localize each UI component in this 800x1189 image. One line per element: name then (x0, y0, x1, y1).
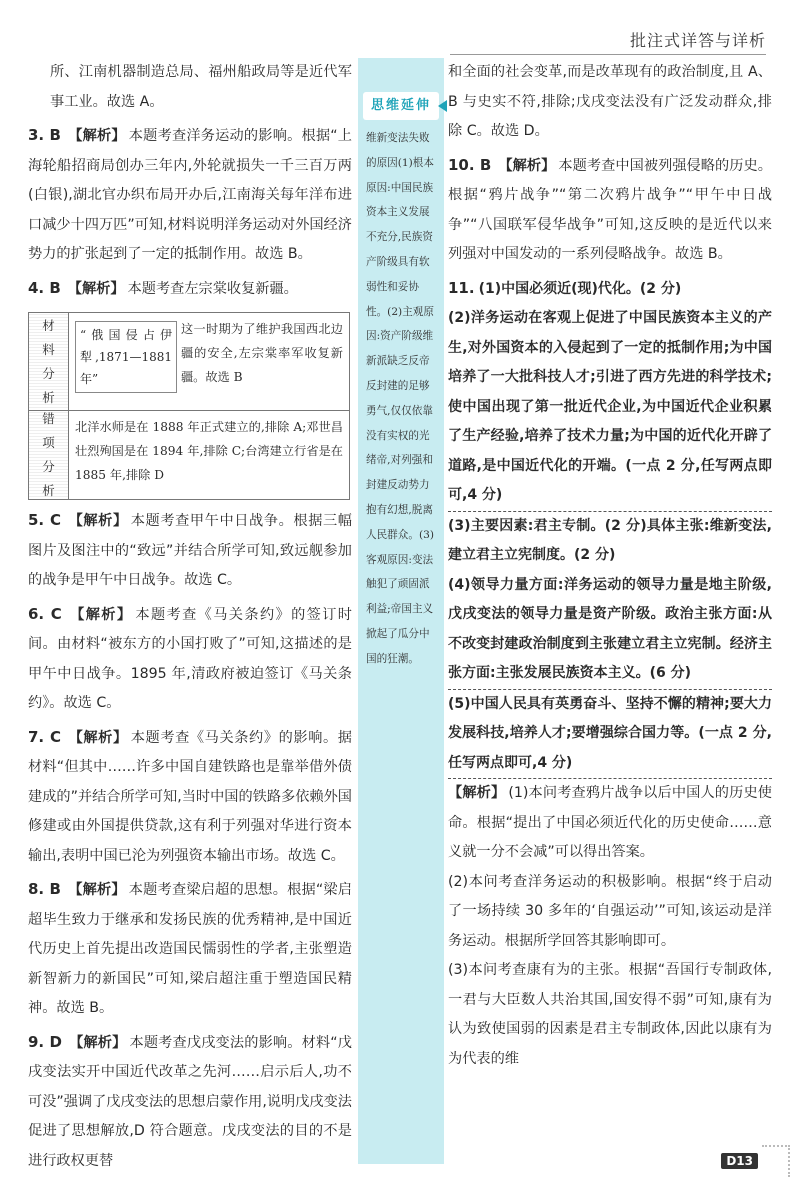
right-column (448, 58, 772, 1074)
answer-11-part-4: (4)领导力量方面:洋务运动的领导力量是地主阶级,戊戌变法的领导力量是资产阶级。政治主张方面:从不改变封建政治制度到主张建立君主立宪制。经济主张方面:主张发展民族资本主义。(6 分) (448, 571, 772, 690)
analysis-box (28, 312, 350, 500)
answer-number: 3. B (28, 126, 61, 144)
answer-11-explanation-2: (2)本问考查洋务运动的积极影响。根据“终于启动了一场持续 30 多年的‘自强运动’”可知,该运动是洋务运动。根据所学回答其影响即可。 (448, 873, 772, 949)
answer-11-explanation-1: 【解析】 (1)本问考查鸦片战争以后中国人的历史使命。根据“提出了中国必须近代化的历史使命……意义就一分不会减”可以得出答案。 (448, 785, 772, 860)
answer-11-part-5: (5)中国人民具有英勇奋斗、坚持不懈的精神;要大力发展科技,培养人才;要增强综合国力等。(一点 2 分,任写两点即可,4 分) (448, 690, 772, 780)
wrong-option-text: 北洋水师是在 1888 年正式建立的,排除 A;邓世昌壮烈殉国是在 1894 年,排除 C;台湾建立行省是在 1885 年,排除 D (75, 420, 343, 482)
answer-8 (28, 875, 352, 1024)
answer-text: 本题考查洋务运动的影响。根据“上海轮船招商局创办三年内,外轮就损失一千三百万两(白银),湖北官办织布局开办后,江南海关每年洋布进口减少十四万匹”可知,材料说明洋务运动对外国经济势力的扩张起到了一定的抵制作用。故选 B。 (28, 128, 352, 262)
analysis-tag: 【解析】 (68, 606, 133, 623)
answer-number: 7. C (28, 727, 61, 746)
answer-text: 本题考查左宗棠收复新疆。 (127, 280, 298, 297)
answer-text: 本题考查梁启超的思想。根据“梁启超毕生致力于继承和发扬民族的优秀精神,是中国近代历史上首先提出改造国民懦弱性的学者,主张塑造新智新力的新国民”可知,梁启超注重于塑造国民精神。故选 B。 (28, 882, 352, 1016)
answer-text: 本题考查中国被列强侵略的历史。根据“鸦片战争”“第二次鸦片战争”“甲午中日战争”“八国联军侵华战争”可知,这反映的是近代以来列强对中国发动的一系列侵略战争。故选 B。 (448, 157, 772, 262)
material-analysis-text: 这一时期为了维护我国西北边疆的安全,左宗棠率军收复新疆。故选 B (181, 322, 343, 384)
analysis-tag: 【解析】 (498, 157, 556, 174)
sidebar-title: 思维延伸 (363, 92, 439, 120)
analysis-tag: 【解析】 (68, 882, 126, 898)
answer-number: 11. (448, 278, 475, 297)
header-rule (450, 54, 766, 55)
answer-number: 10. B (448, 155, 492, 174)
answer-11-part-3: (3)主要因素:君主专制。(2 分)具体主张:维新变法,建立君主立宪制度。(2 分) (448, 517, 772, 563)
wrong-option-label: 错项分析 (29, 411, 69, 499)
analysis-tag: 【解析】 (68, 1034, 127, 1051)
answer-number: 8. B (28, 880, 61, 898)
sidebar-text: 维新变法失败的原因(1)根本原因:中国民族资本主义发展不充分,民族资产阶级具有软弱性和妥协性。(2)主观原因:资产阶级维新派缺乏反帝反封建的足够勇气,仅仅依靠没有实权的光绪帝,对列强和封建反动势力抱有幻想,脱离人民群众。(3)客观原因:变法触犯了顽固派利益;帝国主义掀起了瓜分中国的狂潮。 (366, 132, 434, 665)
answer-number: 6. C (28, 604, 62, 623)
answer-11 (448, 274, 772, 1075)
quote-card: “俄国侵占伊犁,1871—1881 年” (75, 321, 177, 393)
page-number: D13 (721, 1153, 758, 1169)
answer-9 (28, 1028, 352, 1177)
answer-5 (28, 506, 352, 596)
answer-text: 本题考查《马关条约》的影响。据材料“但其中……许多中国自建铁路也是靠举借外债建成的”并结合所学可知,当时中国的铁路多依赖外国修建或由外国提供贷款,这有利于列强对华进行资本输出,表明中国已沦为列强资本输出市场。故选 C。 (28, 729, 352, 864)
left-intro: 所、江南机器制造总局、福州船政局等是近代军事工业。故选 A。 (50, 64, 352, 110)
answer-11-explanation-3: (3)本问考查康有为的主张。根据“吾国行专制政体,一君与大臣数人共治其国,国安得不弱”可知,康有为认为致使国弱的因素是君主专制政体,因此以康有为为代表的维 (448, 962, 772, 1067)
analysis-tag: 【解析】 (67, 280, 125, 297)
right-intro: 和全面的社会变革,而是改革现有的政治制度,且 A、B 与史实不符,排除;戊戌变法没有广泛发动群众,排除 C。故选 D。 (448, 64, 772, 139)
answer-3 (28, 121, 352, 270)
thinking-extension-sidebar (358, 58, 444, 1164)
answer-text: 本题考查甲午中日战争。根据三幅图片及图注中的“致远”并结合所学可知,致远舰参加的战争是甲午中日战争。故选 C。 (28, 513, 352, 588)
sidebar-pointer-icon (438, 100, 447, 112)
answer-text: 本题考查《马关条约》的签订时间。由材料“被东方的小国打败了”可知,这描述的是甲午中日战争。1895 年,清政府被迫签订《马关条约》。故选 C。 (28, 606, 352, 711)
left-column (28, 58, 352, 1176)
answer-7 (28, 723, 352, 872)
answer-10 (448, 151, 772, 270)
answer-number: 9. D (28, 1032, 62, 1051)
answer-11-part-2: (2)洋务运动在客观上促进了中国民族资本主义的产生,对外国资本的入侵起到了一定的抵制作用;为中国培养了一大批科技人才;引进了西方先进的科学技术;使中国出现了第一批近代企业,为中国近代企业积累了生产经验,培养了技术力量;为中国的近代化开辟了道路,是中国近代化的开端。(一点 2 分,任写两点即可,4 分) (448, 304, 772, 512)
answer-number: 5. C (28, 511, 61, 529)
material-analysis-label: 材料分析 (29, 313, 69, 410)
analysis-tag: 【解析】 (68, 128, 126, 144)
answer-4 (28, 274, 352, 305)
material-analysis-content (69, 313, 349, 410)
material-analysis-row (29, 313, 349, 411)
analysis-tag: 【解析】 (67, 729, 128, 746)
answer-6 (28, 600, 352, 719)
analysis-tag: 【解析】 (448, 785, 506, 801)
answer-11-part-1: 11. (1)中国必须近(现)代化。(2 分) (448, 278, 682, 297)
wrong-option-row (29, 411, 349, 499)
corner-dots (762, 1145, 790, 1177)
analysis-tag: 【解析】 (67, 513, 128, 529)
answer-number: 4. B (28, 278, 61, 297)
answer-text: 本题考查戊戌变法的影响。材料“戊戌变法实开中国近代改革之先河……启示后人,功不可没”强调了戊戌变法的思想启蒙作用,说明戊戌变法促进了思想解放,D 符合题意。戊戌变法的目的不是进行政权更替 (28, 1034, 352, 1169)
running-header: 批注式详答与详析 (629, 31, 766, 50)
